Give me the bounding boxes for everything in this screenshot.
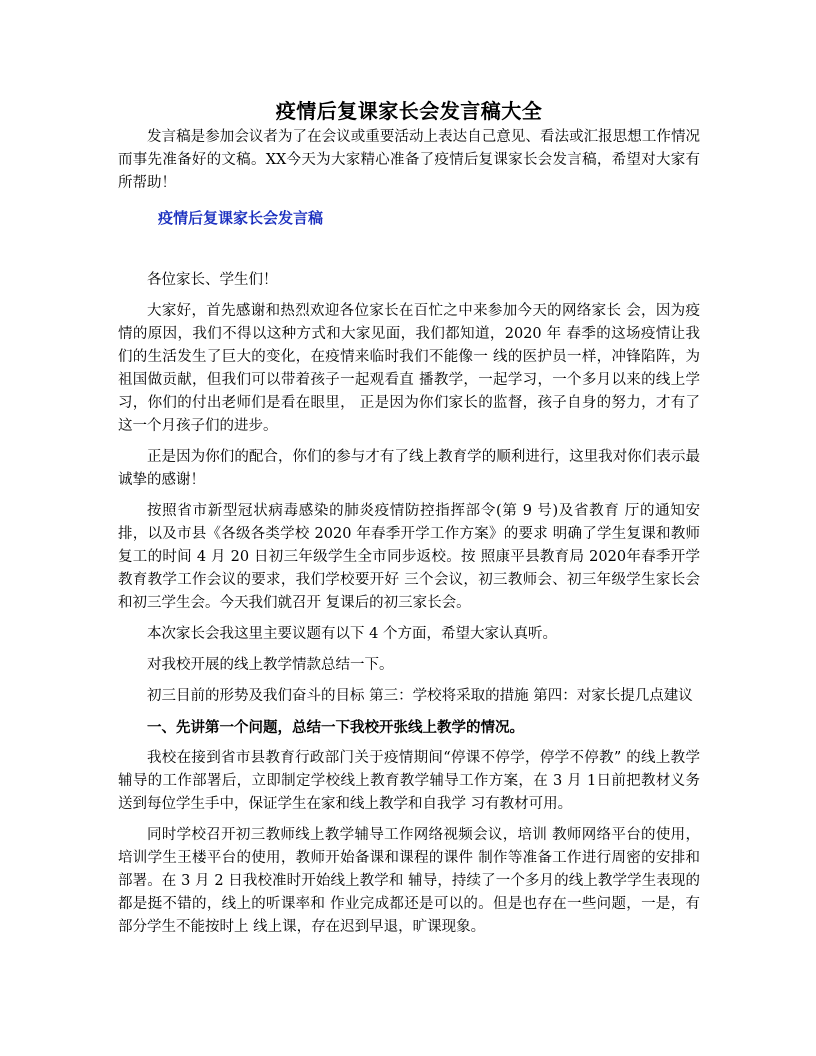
body-paragraph: 按照省市新型冠状病毒感染的肺炎疫情防控指挥部令(第 9 号)及省教育 厅的通知安排，以及市县《各级各类学校 2020 年春季开学工作方案》的要求 明确了学生复课和教师复工的时间 4 月 20 日初三年级学生全市同步返校。按 照康平县教育局 2020年春季开学教育教学工作会议的要求，我们学校要开好 三个会议，初三教师会、初三年级学生家长会和初三学生会。今天我们就召开 复课后的初三家长会。 [118, 503, 700, 611]
document-page [118, 96, 700, 939]
body-paragraph: 正是因为你们的配合，你们的参与才有了线上教育学的顺利进行，这里我对你们表示最诚挚的感谢！ [118, 449, 700, 488]
body-paragraph: 本次家长会我这里主要议题有以下 4 个方面，希望大家认真听。 [147, 626, 557, 642]
body-paragraph: 对我校开展的线上教学情款总结一下。 [147, 657, 394, 673]
body-paragraph: 初三目前的形势及我们奋斗的目标 第三：学校将采取的措施 第四：对家长提几点建议 [147, 688, 693, 704]
intro-paragraph: 发言稿是参加会议者为了在会议或重要活动上表达自己意见、看法或汇报思想工作情况而事先准备好的文稿。XX今天为大家精心准备了疫情后复课家长会发言稿，希望对大家有所帮助！ [118, 129, 700, 191]
section-paragraph: 同时学校召开初三教师线上教学辅导工作网络视频会议，培训 教师网络平台的使用，培训学生王楼平台的使用，教师开始备课和课程的课件 制作等准备工作进行周密的安排和部署。在 3 月 2 日我校准时开始线上教学和 辅导，持续了一个多月的线上教学学生表现的都是挺不错的，线上的听课率和 作业完成都还是可以的。但是也存在一些问题，一是，有部分学生不能按时上 线上课，存在迟到早退，旷课现象。 [118, 827, 700, 935]
section-heading: 一、先讲第一个问题，总结一下我校开张线上教学的情况。 [147, 719, 524, 736]
document-title: 疫情后复课家长会发言稿大全 [275, 99, 543, 123]
speech-subtitle: 疫情后复课家长会发言稿 [158, 209, 324, 227]
greeting: 各位家长、学生们！ [147, 272, 278, 288]
section-paragraph: 我校在接到省市县教育行政部门关于疫情期间“停课不停学，停学不停教” 的线上教学辅导的工作部署后，立即制定学校线上教育教学辅导工作方案，在 3 月 1日前把教材义务送到每位学生手中，保证学生在家和线上教学和自我学 习有教材可用。 [118, 750, 700, 812]
body-paragraph: 大家好，首先感谢和热烈欢迎各位家长在百忙之中来参加今天的网络家长 会，因为疫情的原因，我们不得以这种方式和大家见面，我们都知道，2020 年 春季的这场疫情让我们的生活发生了巨大的变化，在疫情来临时我们不能像一 线的医护员一样，冲锋陷阵，为祖国做贡献，但我们可以带着孩子一起观看直 播教学，一起学习，一个多月以来的线上学习，你们的付出老师们是看在眼里， 正是因为你们家长的监督，孩子自身的努力，才有了这一个月孩子们的进步。 [118, 303, 700, 434]
